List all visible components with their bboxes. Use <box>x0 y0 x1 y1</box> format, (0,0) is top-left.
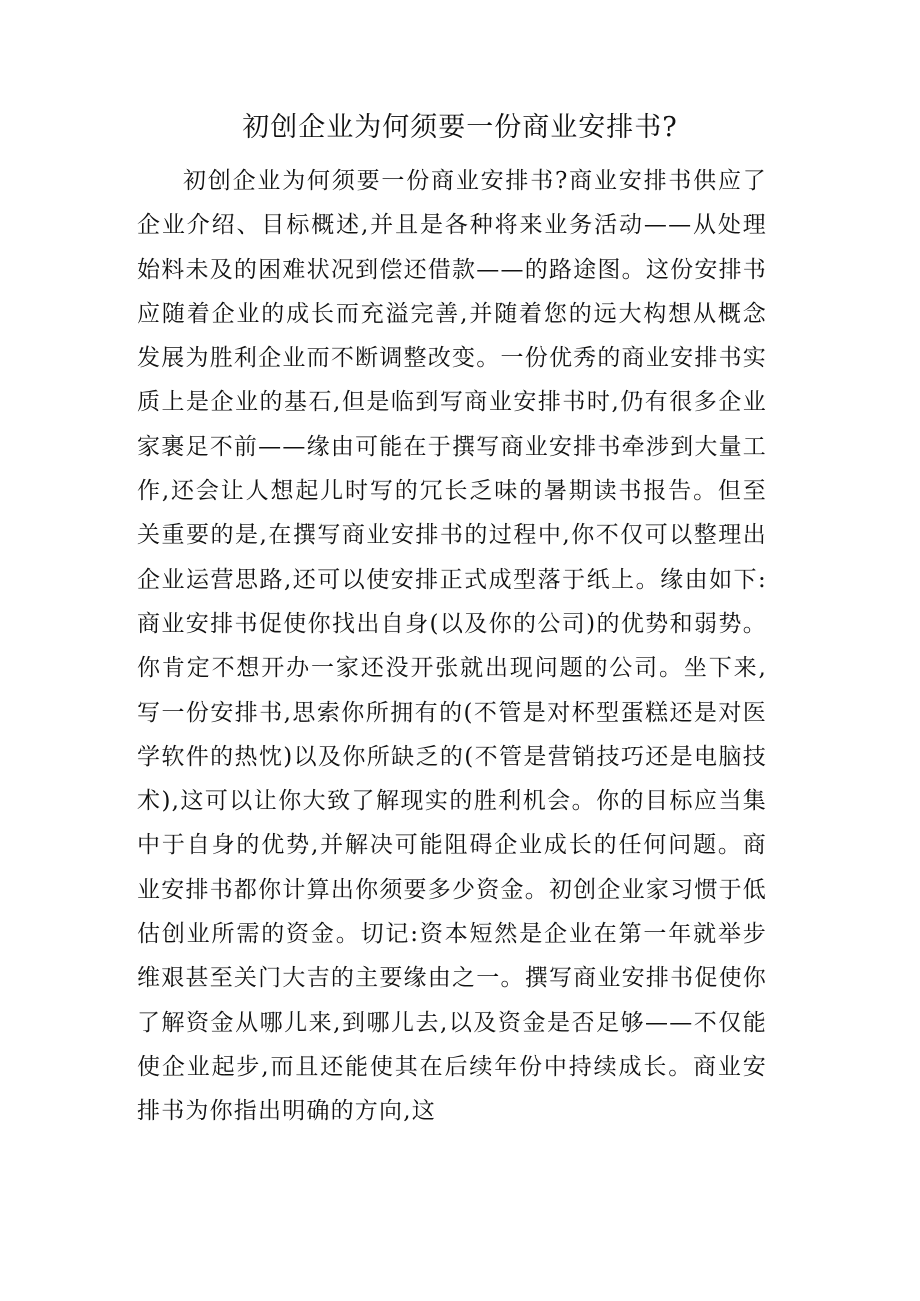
document-body-paragraph: 初创企业为何须要一份商业安排书?商业安排书供应了企业介绍、目标概述,并且是各种将来业务活动——从处理始料未及的困难状况到偿还借款——的路途图。这份安排书应随着企业的成长而充溢完善,并随着您的远大构想从概念发展为胜利企业而不断调整改变。一份优秀的商业安排书实质上是企业的基石,但是临到写商业安排书时,仍有很多企业家裹足不前——缘由可能在于撰写商业安排书牵涉到大量工作,还会让人想起儿时写的冗长乏味的暑期读书报告。但至关重要的是,在撰写商业安排书的过程中,你不仅可以整理出企业运营思路,还可以使安排正式成型落于纸上。缘由如下:商业安排书促使你找出自身(以及你的公司)的优势和弱势。你肯定不想开办一家还没开张就出现问题的公司。坐下来,写一份安排书,思索你所拥有的(不管是对杯型蛋糕还是对医学软件的热忱)以及你所缺乏的(不管是营销技巧还是电脑技术),这可以让你大致了解现实的胜利机会。你的目标应当集中于自身的优势,并解决可能阻碍企业成长的任何问题。商业安排书都你计算出你须要多少资金。初创企业家习惯于低估创业所需的资金。切记:资本短然是企业在第一年就举步维艰甚至关门大吉的主要缘由之一。撰写商业安排书促使你了解资金从哪儿来,到哪儿去,以及资金是否足够——不仅能使企业起步,而且还能使其在后续年份中持续成长。商业安排书为你指出明确的方向,这 <box>137 168 767 1125</box>
document-title: 初创企业为何须要一份商业安排书? <box>242 112 678 143</box>
